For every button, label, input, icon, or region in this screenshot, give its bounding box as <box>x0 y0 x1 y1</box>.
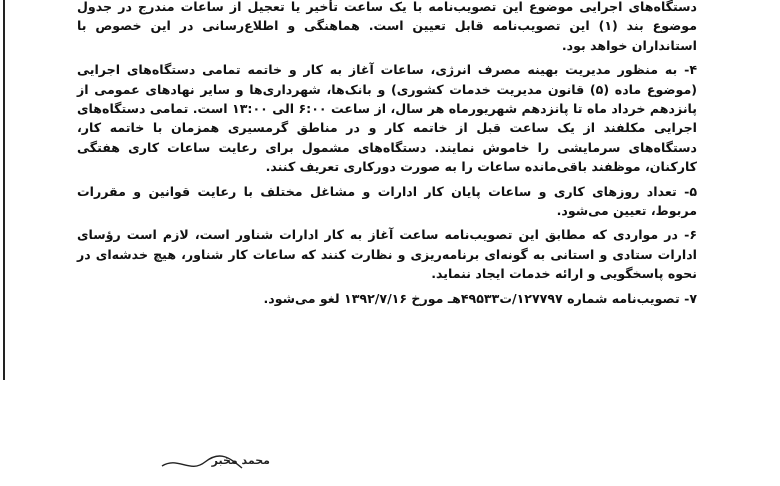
paragraph-4: ۴- به منظور مدیریت بهینه مصرف انرژی، ساعات آغاز به کار و خاتمه تمامی دستگاه‌های اجرایی (موضوع ماده (۵) قانون مدیریت خدمات کشوری) و بانک‌ها، شهرداری‌ها و سایر نهادهای عمومی از پانزدهم خرداد ماه تا پانزدهم شهریورماه هر سال، از ساعت ۶:۰۰ الی ۱۳:۰۰ است. تمامی دستگاه‌های اجرایی مکلفند از یک ساعت قبل از خاتمه کار و در مناطق گرمسیری همزمان با خاتمه کار، دستگاه‌های سرمایشی را خاموش نمایند. دستگاه‌های مشمول برای رعایت ساعات کاری هفتگی کارکنان، موظفند باقی‌مانده ساعات را به صورت دورکاری تعریف کنند. <box>77 62 698 175</box>
signatory-name: محمد مخبر <box>211 454 270 467</box>
paragraph-5: ۵- تعداد روزهای کاری و ساعات پایان کار ادارات و مشاغل مختلف با رعایت قوانین و مقررات مربوط، تعیین می‌شود. <box>77 183 697 219</box>
paragraph-3-continuation: دستگاه‌های اجرایی موضوع این تصویب‌نامه با یک ساعت تأخیر یا تعجیل از ساعات مندرج در جدول موضوع بند (۱) این تصویب‌نامه قابل تعیین است. هماهنگی و اطلاع‌رسانی در این خصوص با استانداران خواهد بود. <box>77 0 698 53</box>
paragraph-7: ۷- تصویب‌نامه شماره ۱۲۷۷۹۷/ت۴۹۵۳۳هـ مورخ ۱۳۹۲/۷/۱۶ لغو می‌شود. <box>263 290 697 306</box>
margin-line <box>3 0 5 380</box>
decree-text <box>77 0 697 308</box>
paragraph-6: ۶- در مواردی که مطابق این تصویب‌نامه ساعت آغاز به کار ادارات شناور است، لازم است رؤسای ادارات ستادی و استانی به گونه‌ای برنامه‌ریزی و نظارت کنند که ساعات کار شناور، هیچ خدشه‌ای در نحوه پاسخگویی و ارائه خدمات ایجاد ننماید. <box>77 227 697 282</box>
signature-block <box>160 452 270 482</box>
